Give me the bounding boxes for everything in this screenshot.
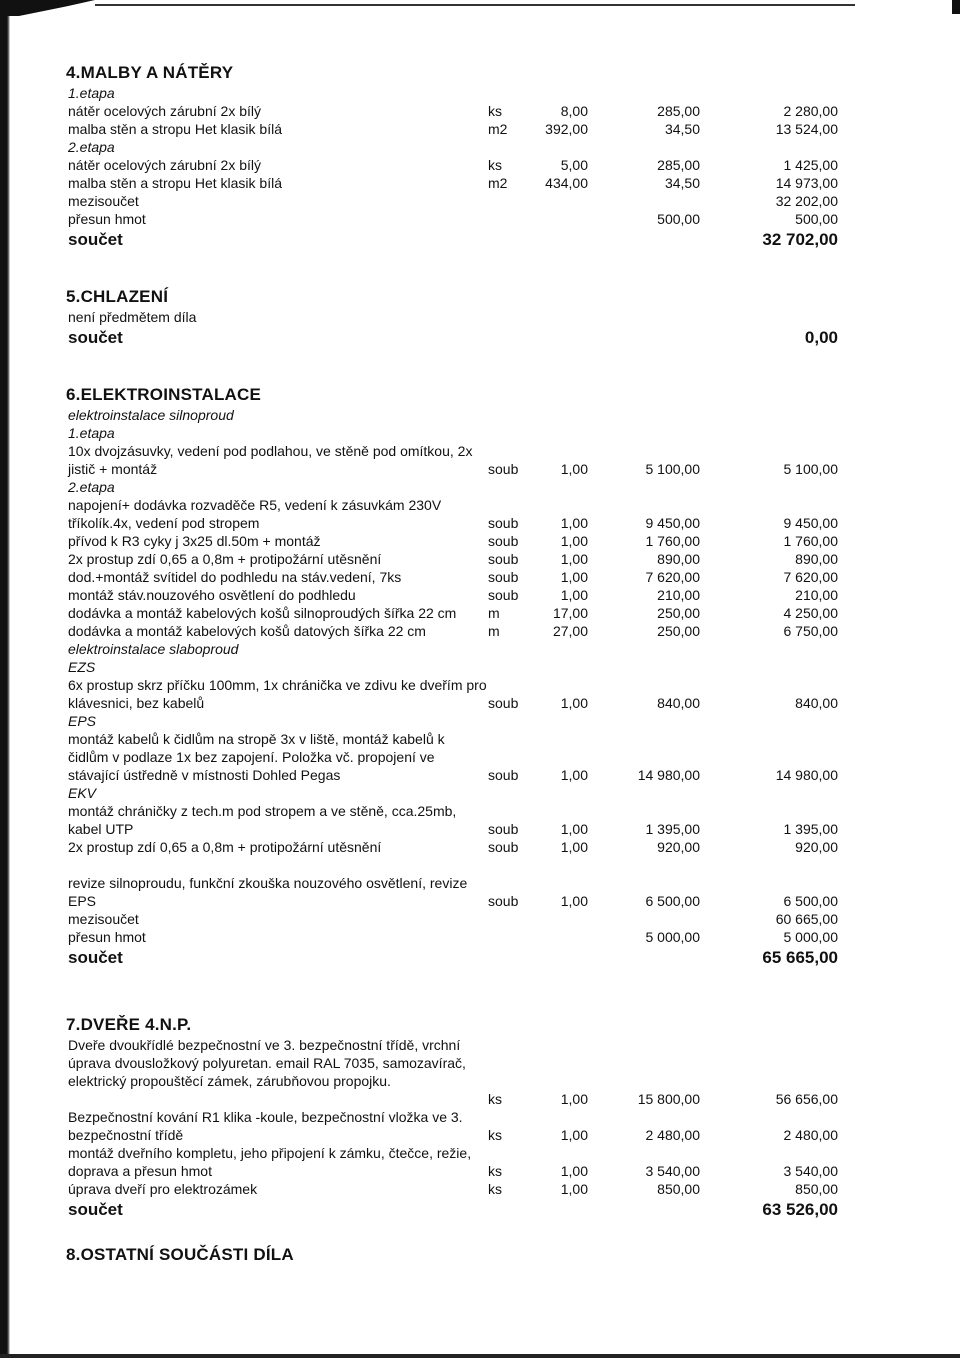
section-title: 7.DVEŘE 4.N.P. (66, 1015, 192, 1034)
row-price: 920,00 (657, 839, 700, 855)
table-row (62, 604, 842, 622)
row-qty: 1,00 (560, 839, 588, 855)
row-unit: soub (488, 695, 519, 711)
row-desc: 6x prostup skrz příčku 100mm, 1x chránička ve zdivu ke dveřím pro klávesnici, bez kabelů (68, 677, 487, 711)
subsection-label (62, 406, 842, 424)
row-desc: Bezpečnostní kování R1 klika -koule, bezpečnostní vložka ve 3. bezpečnostní třídě (68, 1109, 463, 1143)
row-desc: malba stěn a stropu Het klasik bílá (68, 175, 282, 191)
row-price: 890,00 (657, 551, 700, 567)
row-unit: ks (488, 1163, 502, 1179)
row-desc: EPS (68, 713, 97, 729)
row-unit: soub (488, 893, 519, 909)
scan-edge (0, 0, 10, 1358)
section-7 (62, 1014, 842, 1222)
table-row (62, 874, 842, 910)
table-row (62, 442, 842, 478)
row-price: 285,00 (657, 157, 700, 173)
row-qty: 1,00 (560, 569, 588, 585)
row-total: 14 980,00 (775, 767, 838, 783)
row-price: 34,50 (664, 175, 700, 191)
stage-label (62, 424, 842, 442)
row-total: 60 665,00 (775, 911, 838, 927)
row-price: 9 450,00 (645, 515, 700, 531)
category-label (62, 784, 842, 802)
sum-label: součet (68, 948, 123, 967)
row-unit: m (488, 605, 500, 621)
row-price: 1 760,00 (645, 533, 700, 549)
row-total: 5 000,00 (783, 929, 838, 945)
row-qty: 1,00 (560, 515, 588, 531)
row-total: 3 540,00 (783, 1163, 838, 1179)
row-unit: soub (488, 569, 519, 585)
table-row (62, 586, 842, 604)
row-desc: přívod k R3 cyky j 3x25 dl.50m + montáž (68, 533, 321, 549)
row-total: 6 500,00 (783, 893, 838, 909)
row-qty: 1,00 (560, 767, 588, 783)
subsection-label (62, 640, 842, 658)
stage-label (62, 478, 842, 496)
row-desc: elektroinstalace silnoproud (68, 407, 234, 423)
row-unit: soub (488, 821, 519, 837)
table-row (62, 550, 842, 568)
row-total: 1 395,00 (783, 821, 838, 837)
row-desc: 2x prostup zdí 0,65 a 0,8m + protipožární utěsnění (68, 551, 382, 567)
section-5 (62, 286, 842, 350)
sum-row (62, 946, 842, 970)
row-desc: 1.etapa (68, 85, 115, 101)
sum-value: 0,00 (804, 328, 838, 347)
row-total: 500,00 (795, 211, 838, 227)
row-qty: 5,00 (560, 157, 588, 173)
section-8 (62, 1244, 842, 1266)
section-title: 6.ELEKTROINSTALACE (66, 385, 262, 404)
row-desc: úprava dveří pro elektrozámek (68, 1181, 258, 1197)
section-title: 5.CHLAZENÍ (66, 287, 169, 306)
stage-label (62, 84, 842, 102)
sum-row (62, 228, 842, 252)
row-price: 5 000,00 (645, 929, 700, 945)
row-desc: malba stěn a stropu Het klasik bílá (68, 121, 282, 137)
document-page (62, 62, 842, 1266)
row-qty: 1,00 (560, 533, 588, 549)
row-price: 210,00 (657, 587, 700, 603)
row-qty: 1,00 (560, 893, 588, 909)
row-desc: mezisoučet (68, 193, 139, 209)
stage-label (62, 138, 842, 156)
transfer-row (62, 210, 842, 228)
table-row (62, 174, 842, 192)
row-desc: 2.etapa (68, 139, 115, 155)
row-unit: ks (488, 1181, 502, 1197)
row-qty: 8,00 (560, 103, 588, 119)
row-price: 500,00 (657, 211, 700, 227)
sum-row (62, 326, 842, 350)
row-unit: m2 (488, 175, 508, 191)
row-unit: ks (488, 103, 502, 119)
row-total: 13 524,00 (775, 121, 838, 137)
row-total: 1 425,00 (783, 157, 838, 173)
table-row (62, 676, 842, 712)
row-price: 34,50 (664, 121, 700, 137)
row-desc: 10x dvojzásuvky, vedení pod podlahou, ve stěně pod omítkou, 2x jistič + montáž (68, 443, 473, 477)
row-qty: 1,00 (560, 695, 588, 711)
row-qty: 1,00 (560, 1091, 588, 1107)
row-total: 850,00 (795, 1181, 838, 1197)
category-label (62, 712, 842, 730)
section-4 (62, 62, 842, 252)
row-qty: 1,00 (560, 1181, 588, 1197)
row-price: 1 395,00 (645, 821, 700, 837)
row-unit: m2 (488, 121, 508, 137)
row-price: 15 800,00 (637, 1091, 700, 1107)
row-desc: napojení+ dodávka rozvaděče R5, vedení k zásuvkám 230V tříkolík.4x, vedení pod stropem (68, 497, 442, 531)
row-qty: 1,00 (560, 1127, 588, 1143)
row-total: 840,00 (795, 695, 838, 711)
row-total: 7 620,00 (783, 569, 838, 585)
note-row (62, 308, 842, 326)
row-total: 32 202,00 (775, 193, 838, 209)
sum-label: součet (68, 1200, 123, 1219)
row-desc: montáž kabelů k čidlům na stropě 3x v liště, montáž kabelů k čidlům v podlaze 1x bez zapojení. Položka vč. propojení ve stávající ústředně v místnosti Dohled Pegas (68, 731, 445, 783)
row-price: 250,00 (657, 605, 700, 621)
sum-row (62, 1198, 842, 1222)
row-unit: soub (488, 767, 519, 783)
subtotal-row (62, 192, 842, 210)
row-total: 1 760,00 (783, 533, 838, 549)
scan-corner-right (952, 0, 960, 14)
row-total: 14 973,00 (775, 175, 838, 191)
table-row (62, 1180, 842, 1198)
row-qty: 1,00 (560, 461, 588, 477)
row-unit: soub (488, 587, 519, 603)
sum-label: součet (68, 328, 123, 347)
row-total: 890,00 (795, 551, 838, 567)
subtotal-row (62, 910, 842, 928)
row-desc: elektroinstalace slaboproud (68, 641, 239, 657)
row-price: 14 980,00 (637, 767, 700, 783)
row-desc: dodávka a montáž kabelových košů datových šířka 22 cm (68, 623, 426, 639)
row-price: 5 100,00 (645, 461, 700, 477)
row-unit: soub (488, 515, 519, 531)
row-unit: soub (488, 839, 519, 855)
row-unit: soub (488, 533, 519, 549)
table-row (62, 730, 842, 784)
row-qty: 27,00 (552, 623, 588, 639)
row-total: 210,00 (795, 587, 838, 603)
section-6 (62, 384, 842, 970)
row-price: 285,00 (657, 103, 700, 119)
row-unit: soub (488, 551, 519, 567)
table-row (62, 1036, 842, 1108)
table-row (62, 102, 842, 120)
row-desc: Dveře dvoukřídlé bezpečnostní ve 3. bezpečnostní třídě, vrchní úprava dvousložkový polyuretan. email RAL 7035, samozavírač, elektrický propouštěcí zámek, zárubňovou propojku. (68, 1037, 466, 1089)
row-desc: dodávka a montáž kabelových košů silnoproudých šířka 22 cm (68, 605, 457, 621)
row-qty: 1,00 (560, 587, 588, 603)
row-qty: 17,00 (552, 605, 588, 621)
sum-value: 32 702,00 (762, 230, 838, 249)
row-total: 920,00 (795, 839, 838, 855)
row-total: 2 480,00 (783, 1127, 838, 1143)
row-desc: dod.+montáž svítidel do podhledu na stáv.vedení, 7ks (68, 569, 402, 585)
row-unit: soub (488, 461, 519, 477)
row-price: 3 540,00 (645, 1163, 700, 1179)
row-total: 4 250,00 (783, 605, 838, 621)
row-unit: ks (488, 1091, 502, 1107)
row-price: 6 500,00 (645, 893, 700, 909)
row-total: 2 280,00 (783, 103, 838, 119)
table-row (62, 496, 842, 532)
row-qty: 1,00 (560, 1163, 588, 1179)
category-label (62, 658, 842, 676)
row-desc: nátěr ocelových zárubní 2x bílý (68, 157, 261, 173)
row-qty: 434,00 (545, 175, 588, 191)
scan-bottom-edge (0, 1354, 960, 1358)
row-desc: 1.etapa (68, 425, 115, 441)
table-row (62, 568, 842, 586)
row-desc: montáž chráničky z tech.m pod stropem a ve stěně, cca.25mb, kabel UTP (68, 803, 457, 837)
row-total: 56 656,00 (775, 1091, 838, 1107)
row-desc: přesun hmot (68, 929, 146, 945)
row-desc: 2.etapa (68, 479, 115, 495)
table-row (62, 120, 842, 138)
row-desc: revize silnoproudu, funkční zkouška nouzového osvětlení, revize EPS (68, 875, 468, 909)
row-desc: montáž dveřního kompletu, jeho připojení k zámku, čtečce, režie, doprava a přesun hmot (68, 1145, 472, 1179)
section-title: 8.OSTATNÍ SOUČÁSTI DÍLA (66, 1245, 294, 1264)
row-unit: ks (488, 157, 502, 173)
table-row (62, 622, 842, 640)
table-row (62, 156, 842, 174)
table-row (62, 1144, 842, 1180)
row-desc: nátěr ocelových zárubní 2x bílý (68, 103, 261, 119)
transfer-row (62, 928, 842, 946)
row-qty: 1,00 (560, 821, 588, 837)
row-total: 9 450,00 (783, 515, 838, 531)
table-row (62, 838, 842, 856)
row-desc: EZS (68, 659, 96, 675)
table-row (62, 532, 842, 550)
row-desc: mezisoučet (68, 911, 139, 927)
row-price: 7 620,00 (645, 569, 700, 585)
scan-corner (0, 0, 95, 16)
row-price: 850,00 (657, 1181, 700, 1197)
row-desc: přesun hmot (68, 211, 146, 227)
table-row (62, 1108, 842, 1144)
row-price: 2 480,00 (645, 1127, 700, 1143)
row-price: 840,00 (657, 695, 700, 711)
row-total: 6 750,00 (783, 623, 838, 639)
row-unit: m (488, 623, 500, 639)
row-unit: ks (488, 1127, 502, 1143)
row-desc: 2x prostup zdí 0,65 a 0,8m + protipožární utěsnění (68, 839, 382, 855)
row-desc: montáž stáv.nouzového osvětlení do podhledu (68, 587, 356, 603)
row-total: 5 100,00 (783, 461, 838, 477)
sum-value: 65 665,00 (762, 948, 838, 967)
row-desc: není předmětem díla (68, 309, 197, 325)
row-qty: 1,00 (560, 551, 588, 567)
row-desc: EKV (68, 785, 97, 801)
row-qty: 392,00 (545, 121, 588, 137)
sum-label: součet (68, 230, 123, 249)
section-title: 4.MALBY A NÁTĚRY (66, 63, 234, 82)
sum-value: 63 526,00 (762, 1200, 838, 1219)
scan-line (95, 4, 855, 6)
table-row (62, 802, 842, 838)
row-price: 250,00 (657, 623, 700, 639)
